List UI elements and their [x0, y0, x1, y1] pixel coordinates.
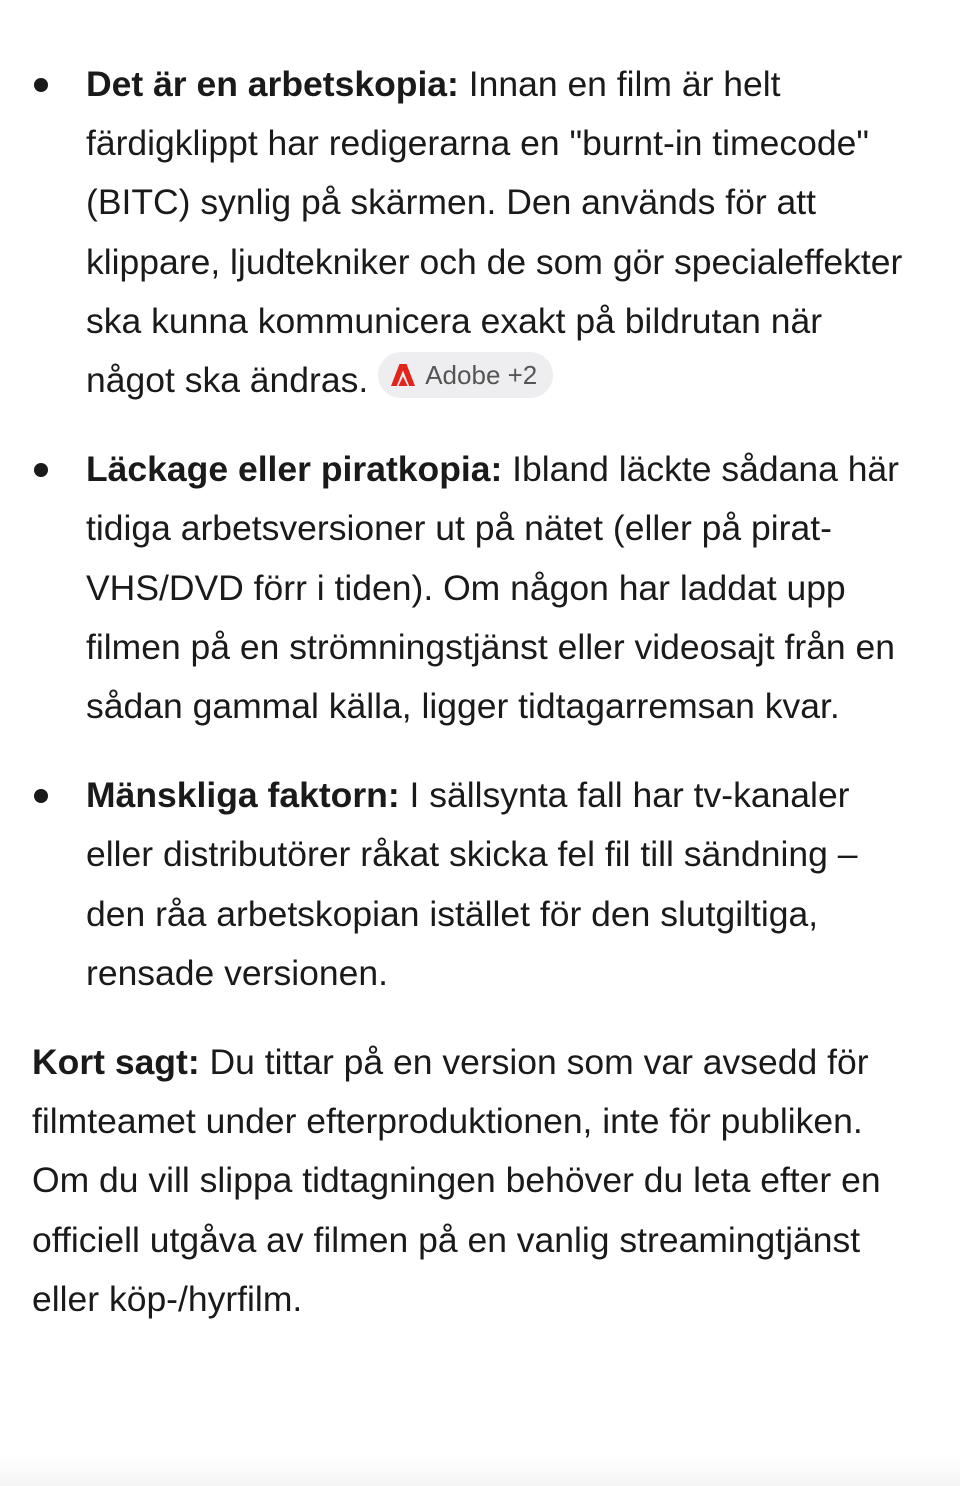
- bullet-dot-icon: [34, 78, 48, 92]
- bullet-heading: Mänskliga faktorn:: [86, 775, 400, 816]
- bottom-fade: [0, 1456, 960, 1486]
- list-item: [32, 766, 920, 1003]
- source-chip[interactable]: [378, 352, 553, 398]
- bullet-heading: Det är en arbetskopia:: [86, 64, 459, 104]
- summary-body: Du tittar på en version som var avsedd för filmteamet under efterproduktionen, inte för publiken. Om du vill slippa tidtagningen behöver du leta efter en officiell utgåva av filmen på en vanlig streamingtjänst eller köp-/hyrfilm.: [32, 1042, 881, 1319]
- list-item: [32, 55, 920, 410]
- source-chip-label: Adobe +2: [425, 360, 538, 391]
- summary-paragraph: [32, 1033, 920, 1329]
- bullet-text: [86, 55, 920, 410]
- bullet-body: Innan en film är helt färdigklippt har redigerarna en "burnt-in timecode" (BITC) synlig på skärmen. Den används för att klippare, ljudtekniker och de som gör specialeffekter ska kunna kommunicera exakt på bildrutan när något ska ändras.: [86, 64, 903, 401]
- list-item: [32, 440, 920, 736]
- bullet-heading: Läckage eller piratkopia:: [86, 449, 503, 490]
- bullet-text: [86, 766, 920, 1003]
- bullet-dot-icon: [34, 789, 48, 803]
- adobe-logo-icon: [390, 362, 416, 388]
- summary-heading: Kort sagt:: [32, 1042, 200, 1083]
- bullet-body: I sällsynta fall har tv-kanaler eller distributörer råkat skicka fel fil till sändning – den råa arbetskopian istället för den slutgiltiga, rensade versionen.: [86, 775, 858, 993]
- bullet-dot-icon: [34, 463, 48, 477]
- bullet-list: [32, 55, 920, 1003]
- bullet-body: Ibland läckte sådana här tidiga arbetsversioner ut på nätet (eller på pirat-VHS/DVD förr i tiden). Om någon har laddat upp filmen på en strömningstjänst eller videosajt från en sådan gammal källa, ligger tidtagarremsan kvar.: [86, 449, 900, 727]
- bullet-text: [86, 440, 920, 736]
